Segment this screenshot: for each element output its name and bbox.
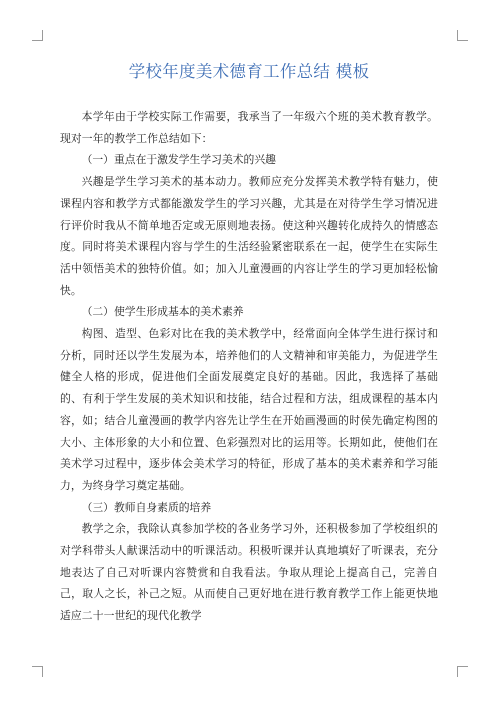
- intro-paragraph: 本学年由于学校实际工作需要，我承当了一年级六个班的美术教育教学。现对一年的教学工作总结如下：: [60, 110, 438, 145]
- section-2-paragraph: 构图、造型、色彩对比在我的美术教学中，经常面向全体学生进行探讨和分析，同时还以学生发展为本，培养他们的人文精神和审美能力，为促进学生健全人格的形成，促进他们全面发展奠定良好的基础。因此，我选择了基础的、有利于学生发展的美术知识和技能，结合过程和方法，组成课程的基本内容，如；结合儿童漫画的教学内容先让学生在开始画漫画的时侯先确定构图的大小、主体形象的大小和位置、色彩强烈对比的运用等。长期如此，使他们在美术学习过程中，逐步体会美术学习的特征，形成了基本的美术素养和学习能力，为终身学习奠定基础。: [60, 327, 438, 492]
- section-3-heading: （三）教师自身素质的培养: [81, 500, 212, 514]
- section-3-paragraph: 教学之余，我除认真参加学校的各业务学习外，还积极参加了学校组织的对学科带头人献课活动中的听课活动。积极听课并认真地填好了听课表，充分地表达了自己对听课内容赞赏和自我看法。争取从理论上提高自己，完善自己，取人之长，补己之短。从而使自己更好地在进行教育教学工作上能更快地适应二十一世纪的现代化教学: [60, 522, 438, 623]
- crop-mark-top-left: [32, 30, 43, 41]
- document-title: 学校年度美术德育工作总结 模板: [128, 62, 370, 81]
- section-1-paragraph: 兴趣是学生学习美术的基本动力。教师应充分发挥美术教学特有魅力，使课程内容和教学方式都能激发学生的学习兴趣，尤其是在对待学生学习情况进行评价时我从不简单地否定或无原则地表扬。使这种兴趣转化成持久的情感态度。同时将美术课程内容与学生的生活经验紧密联系在一起，使学生在实际生活中领悟美术的独特价值。如；加入儿童漫画的内容让学生的学习更加轻松愉快。: [60, 175, 438, 297]
- section-2-heading: （二）使学生形成基本的美术素养: [81, 305, 244, 319]
- section-1-heading: （一）重点在于激发学生学习美术的兴趣: [81, 153, 276, 167]
- document-page: [60, 60, 438, 627]
- crop-mark-top-right: [457, 30, 468, 41]
- document-body: [60, 106, 438, 627]
- crop-mark-bottom-right: [457, 666, 468, 677]
- crop-mark-bottom-left: [32, 666, 43, 677]
